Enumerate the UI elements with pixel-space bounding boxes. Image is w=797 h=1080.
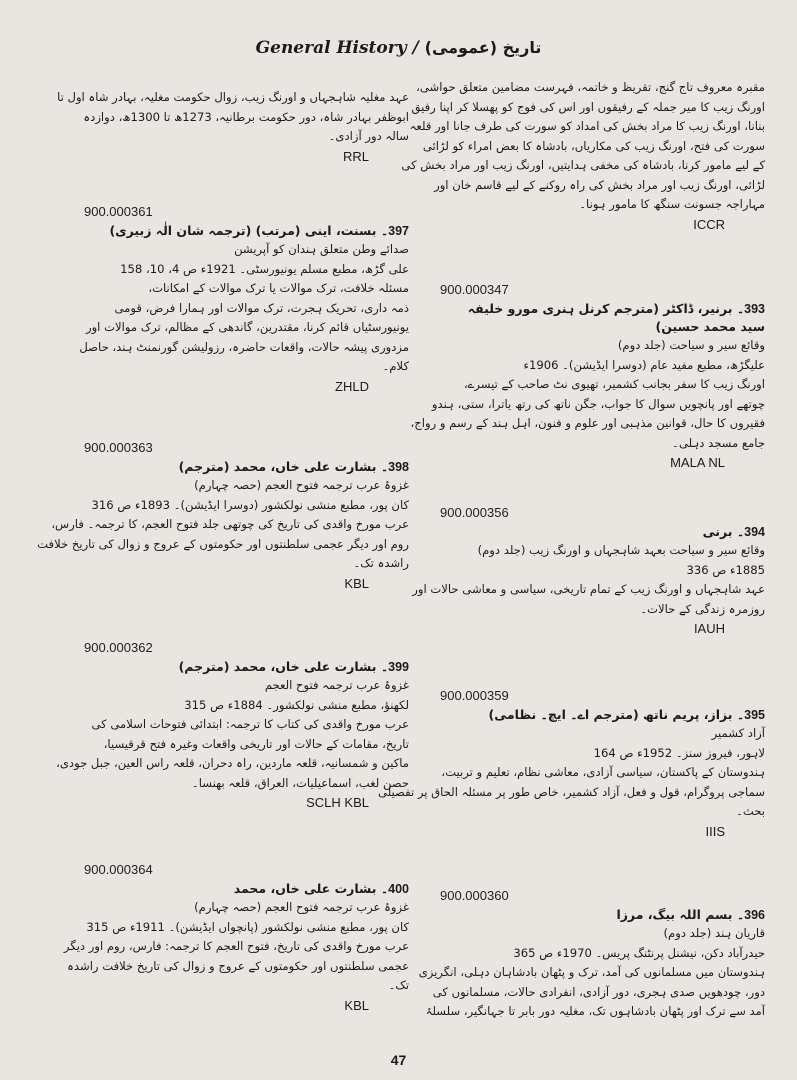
entry-line: بحث۔ [736,804,765,818]
entry-line: چوتھے اور پانچویں سوال کا جواب، جگن ناتھ کی رتھ یاترا، ستی، ہندو [431,396,765,411]
entry-line: عرب مورخ واقدی کی تاریخ، فتوح العجم کا ترجمہ: فارس، روم اور دیگر [63,939,409,953]
accession-number: 900.000360 [440,888,509,903]
entry-line: راشدہ تک۔ [353,556,409,570]
page-header [0,38,797,58]
library-code: KBL [344,997,369,1013]
entry-line: قاریان ہند (جلد دوم) [663,926,765,940]
entry-number: 395۔ [736,708,765,722]
entry-heading [440,906,765,924]
entry-line: روزمرہ زندگی کے حالات۔ [640,601,765,616]
entry-number: 398۔ [380,460,409,474]
entry-line: یونیورسٹیاں قائم کرنا، مقتدرین، گاندھی کے مظالم، ترک موالات اور [85,320,409,334]
entry-number: 394۔ [736,525,765,539]
accession-number: 900.000359 [440,688,509,703]
entry-line: دور، چودھویں صدی ہجری، دور آزادی، انفرادی حالات، مسلمانوں کی [432,984,765,999]
entry-line: علی گڑھ، مطبع مسلم یونیورسٹی۔ 1921ء ص 4، 10، 158 [120,261,409,276]
entry-heading [84,222,409,240]
entry-line: عرب مورخ واقدی کی کتاب کا ترجمہ: ابتدائی فتوحات اسلامی کی [91,717,409,731]
library-code: SCLH KBL [306,795,369,810]
page-number: 47 [390,1052,407,1068]
catalog-entry-continuation [401,78,765,232]
entry-line: لکھنؤ، مطبع منشی نولکشور۔ 1884ء ص 315 [184,697,409,712]
accession-number: 900.000361 [84,204,153,219]
entry-line: ماکین و شمسانیہ، قلعہ ماردین، راہ دحران، قلعہ راس العین، جبل جودی، [56,756,409,770]
entry-number: 397۔ [380,224,409,238]
entry-line: تک۔ [388,978,409,992]
entry-line: عہد شاہجہاں و اورنگ زیب کے تمام تاریخی، سیاسی و معاشی حالات اور [412,582,765,596]
entry-line: عجمی سلطنتوں اور حکومتوں کے عروج و زوال کی تاریخ خلافت راشدہ [67,958,409,973]
entry-line: سماجی پروگرام، قول و فعل، آزاد کشمیر، خاص طور پر مسئلہ الحاق پر تفصیلی [378,784,765,799]
entry-heading [84,458,409,476]
entry-line: بنانا، اورنگ زیب کا مراد بخش کی امداد کو سورت کی طرف جانا اور قلعہ [409,119,765,133]
accession-number: 900.000356 [440,505,509,520]
catalog-entry-394 [412,505,765,636]
entry-line: ہندوستان میں مسلمانوں کی آمد، ترک و پٹھان بادشاہان دہلی، انگریزی [418,965,765,979]
catalog-entry-393 [410,282,765,470]
entry-number: 396۔ [736,908,765,922]
catalog-entry-continuation [57,88,409,164]
entry-line: حصن لغب، اسماعیلیات، العراق، قلعہ بھنسا۔ [191,775,409,790]
library-code: ZHLD [335,378,369,394]
entry-line: لاہور، فیروز سنز۔ 1952ء ص 164 [593,745,765,760]
entry-line: علیگڑھ، مطبع مفید عام (دوسرا ایڈیشن)۔ 1906ء [523,357,765,372]
accession-number: 900.000364 [84,862,153,877]
library-code: ICCR [693,216,725,232]
accession-number: 900.000362 [84,640,153,655]
entry-line: فقیروں کا حال، قوانین مذہبی اور علوم و فنون، اہل ہند کے رسم و رواج، [410,416,765,430]
entry-heading [84,658,409,676]
entry-number: 393۔ [736,302,765,316]
entry-line: مقبرہ معروف تاج گنج، تقریظ و خاتمہ، فہرست مضامین متعلق حواشی، [416,80,765,94]
entry-line: وقائع سیر و سیاحت (جلد دوم) [617,338,765,352]
entry-line: ابوظفر بہادر شاہ، دور حکومت برطانیہ، 1273ھ تا 1300ھ، دوازدہ [83,109,409,124]
entry-line: کلام۔ [382,359,409,373]
entry-heading [440,706,765,724]
entry-line: تاریخ، مقامات کے حالات اور تاریخی واقعات وغیرہ فتح قرقیسیا، [103,736,409,751]
entry-line: مہاراجہ جسونت سنگھ کا مامور ہونا۔ [579,197,765,211]
accession-number: 900.000363 [84,440,153,455]
entry-line: غزوۂ عرب ترجمہ فتوح العجم (حصہ چہارم) [194,900,409,914]
entry-line: لڑائی، اورنگ زیب اور مراد بخش کی راہ روکنے کے لیے قاسم خان اور [434,177,765,192]
entry-line: سورت کی فتح، اورنگ زیب کی مکاریاں، بادشاہ کا بعض امراء کو لڑائی [422,138,765,153]
entry-line: حیدرآباد دکن، نیشنل پرنٹنگ پریس۔ 1970ء ص 365 [513,945,765,960]
entry-author: بزاز، پریم ناتھ (مترجم اے۔ ایچ۔ نظامی) [488,707,733,722]
header-title-urdu: تاریخ (عمومی) [424,38,542,57]
entry-line: غزوۂ عرب ترجمہ فتوح العجم (حصہ چہارم) [194,478,409,492]
library-code: MALA NL [670,455,725,470]
entry-line: سالہ دور آزادی۔ [328,129,409,143]
entry-author: بسنت، اینی (مرتب) (ترجمہ شان الٰہ زبیری) [109,223,377,238]
entry-author: بسم اللہ بیگ، مرزا [616,907,733,922]
entry-line: مزدوری پیشہ حالات، واقعات حاضرہ، رزولیشن گورنمنٹ ہند، حاصل [79,339,409,354]
entry-line: کان پور، مطبع منشی نولکشور (پانچواں ایڈیشن)۔ 1911ء ص 315 [86,919,409,934]
entry-line: اورنگ زیب کا سفر بجانب کشمیر، تھیوی نٹ صاحب کے تیسرے، [463,377,765,391]
entry-line: عرب مورخ واقدی کی تاریخ کی چوتھی جلد فتوح العجم، کا ترجمہ۔ فارس، [51,517,409,531]
library-code: IAUH [693,621,725,636]
catalog-entry-396 [418,888,765,1022]
library-code: KBL [344,575,369,591]
entry-line: آمد سے ترک اور پٹھان بادشاہوں تک، مغلیہ دور بابر تا جہانگیر، سلسلۂ [425,1004,765,1018]
catalog-entry-398 [37,440,409,591]
entry-line: ہندوستان کے پاکستان، سیاسی آزادی، معاشی نظام، تعلیم و تربیت، [441,765,765,779]
entry-line: وقائع سیر و سیاحت بعہد شاہجہاں و اورنگ زیب (جلد دوم) [477,543,765,557]
entry-line: ذمہ داری، تحریک ہجرت، ترک موالات اور ہمارا فرض، قومی [114,300,409,315]
catalog-entry-399 [56,640,409,810]
entry-author: بشارت علی خاں، محمد [233,881,377,896]
entry-line: جامع مسجد دہلی۔ [672,435,765,450]
entry-line: عہد مغلیہ شاہجہاں و اورنگ زیب، زوال حکومت مغلیہ، بہادر شاہ اول تا [57,90,409,104]
library-code: RRL [342,148,369,164]
entry-line: صدائے وطن متعلق ہندان کو آپریشن [234,242,409,256]
entry-line: کان پور، مطبع منشی نولکشور (دوسرا ایڈیشن)۔ 1893ء ص 316 [91,497,409,512]
entry-heading [440,523,765,541]
entry-line: 1885ء ص 336 [686,562,765,577]
entry-heading [84,880,409,898]
entry-line: روم اور دیگر عجمی سلطنتوں اور حکومتوں کے عروج و زوال کی تاریخ خلافت [37,536,409,551]
entry-line: غزوۂ عرب ترجمہ فتوح العجم [264,678,409,692]
library-code: IIIS [705,823,725,839]
header-title-english: General History / [255,38,419,58]
entry-author: بشارت علی خاں، محمد (مترجم) [178,459,377,474]
entry-line: اورنگ زیب کا میر جملہ کے رفیقوں اور اس کی فوج کو پھسلا کر اپنا رفیق [411,99,765,114]
entry-line: مسئلہ خلافت، ترک موالات یا ترک موالات کے امکانات، [148,281,409,295]
entry-heading [440,300,765,336]
catalog-entry-395 [378,688,765,839]
entry-number: 399۔ [380,660,409,674]
entry-author: برنی [702,524,733,539]
catalog-entry-400 [63,862,409,1013]
catalog-entry-397 [79,204,409,394]
entry-line: آزاد کشمیر [711,726,765,740]
entry-author: برنیر، ڈاکٹر (مترجم کرنل ہنری مورو خلیفہ سید محمد حسین) [467,301,765,334]
entry-author: بشارت علی خاں، محمد (مترجم) [178,659,377,674]
entry-line: کے لیے مامور کرنا، بادشاہ کی مخفی ہدایتیں، اورنگ زیب اور مراد بخش کی [401,158,765,172]
accession-number: 900.000347 [440,282,509,297]
entry-number: 400۔ [380,882,409,896]
